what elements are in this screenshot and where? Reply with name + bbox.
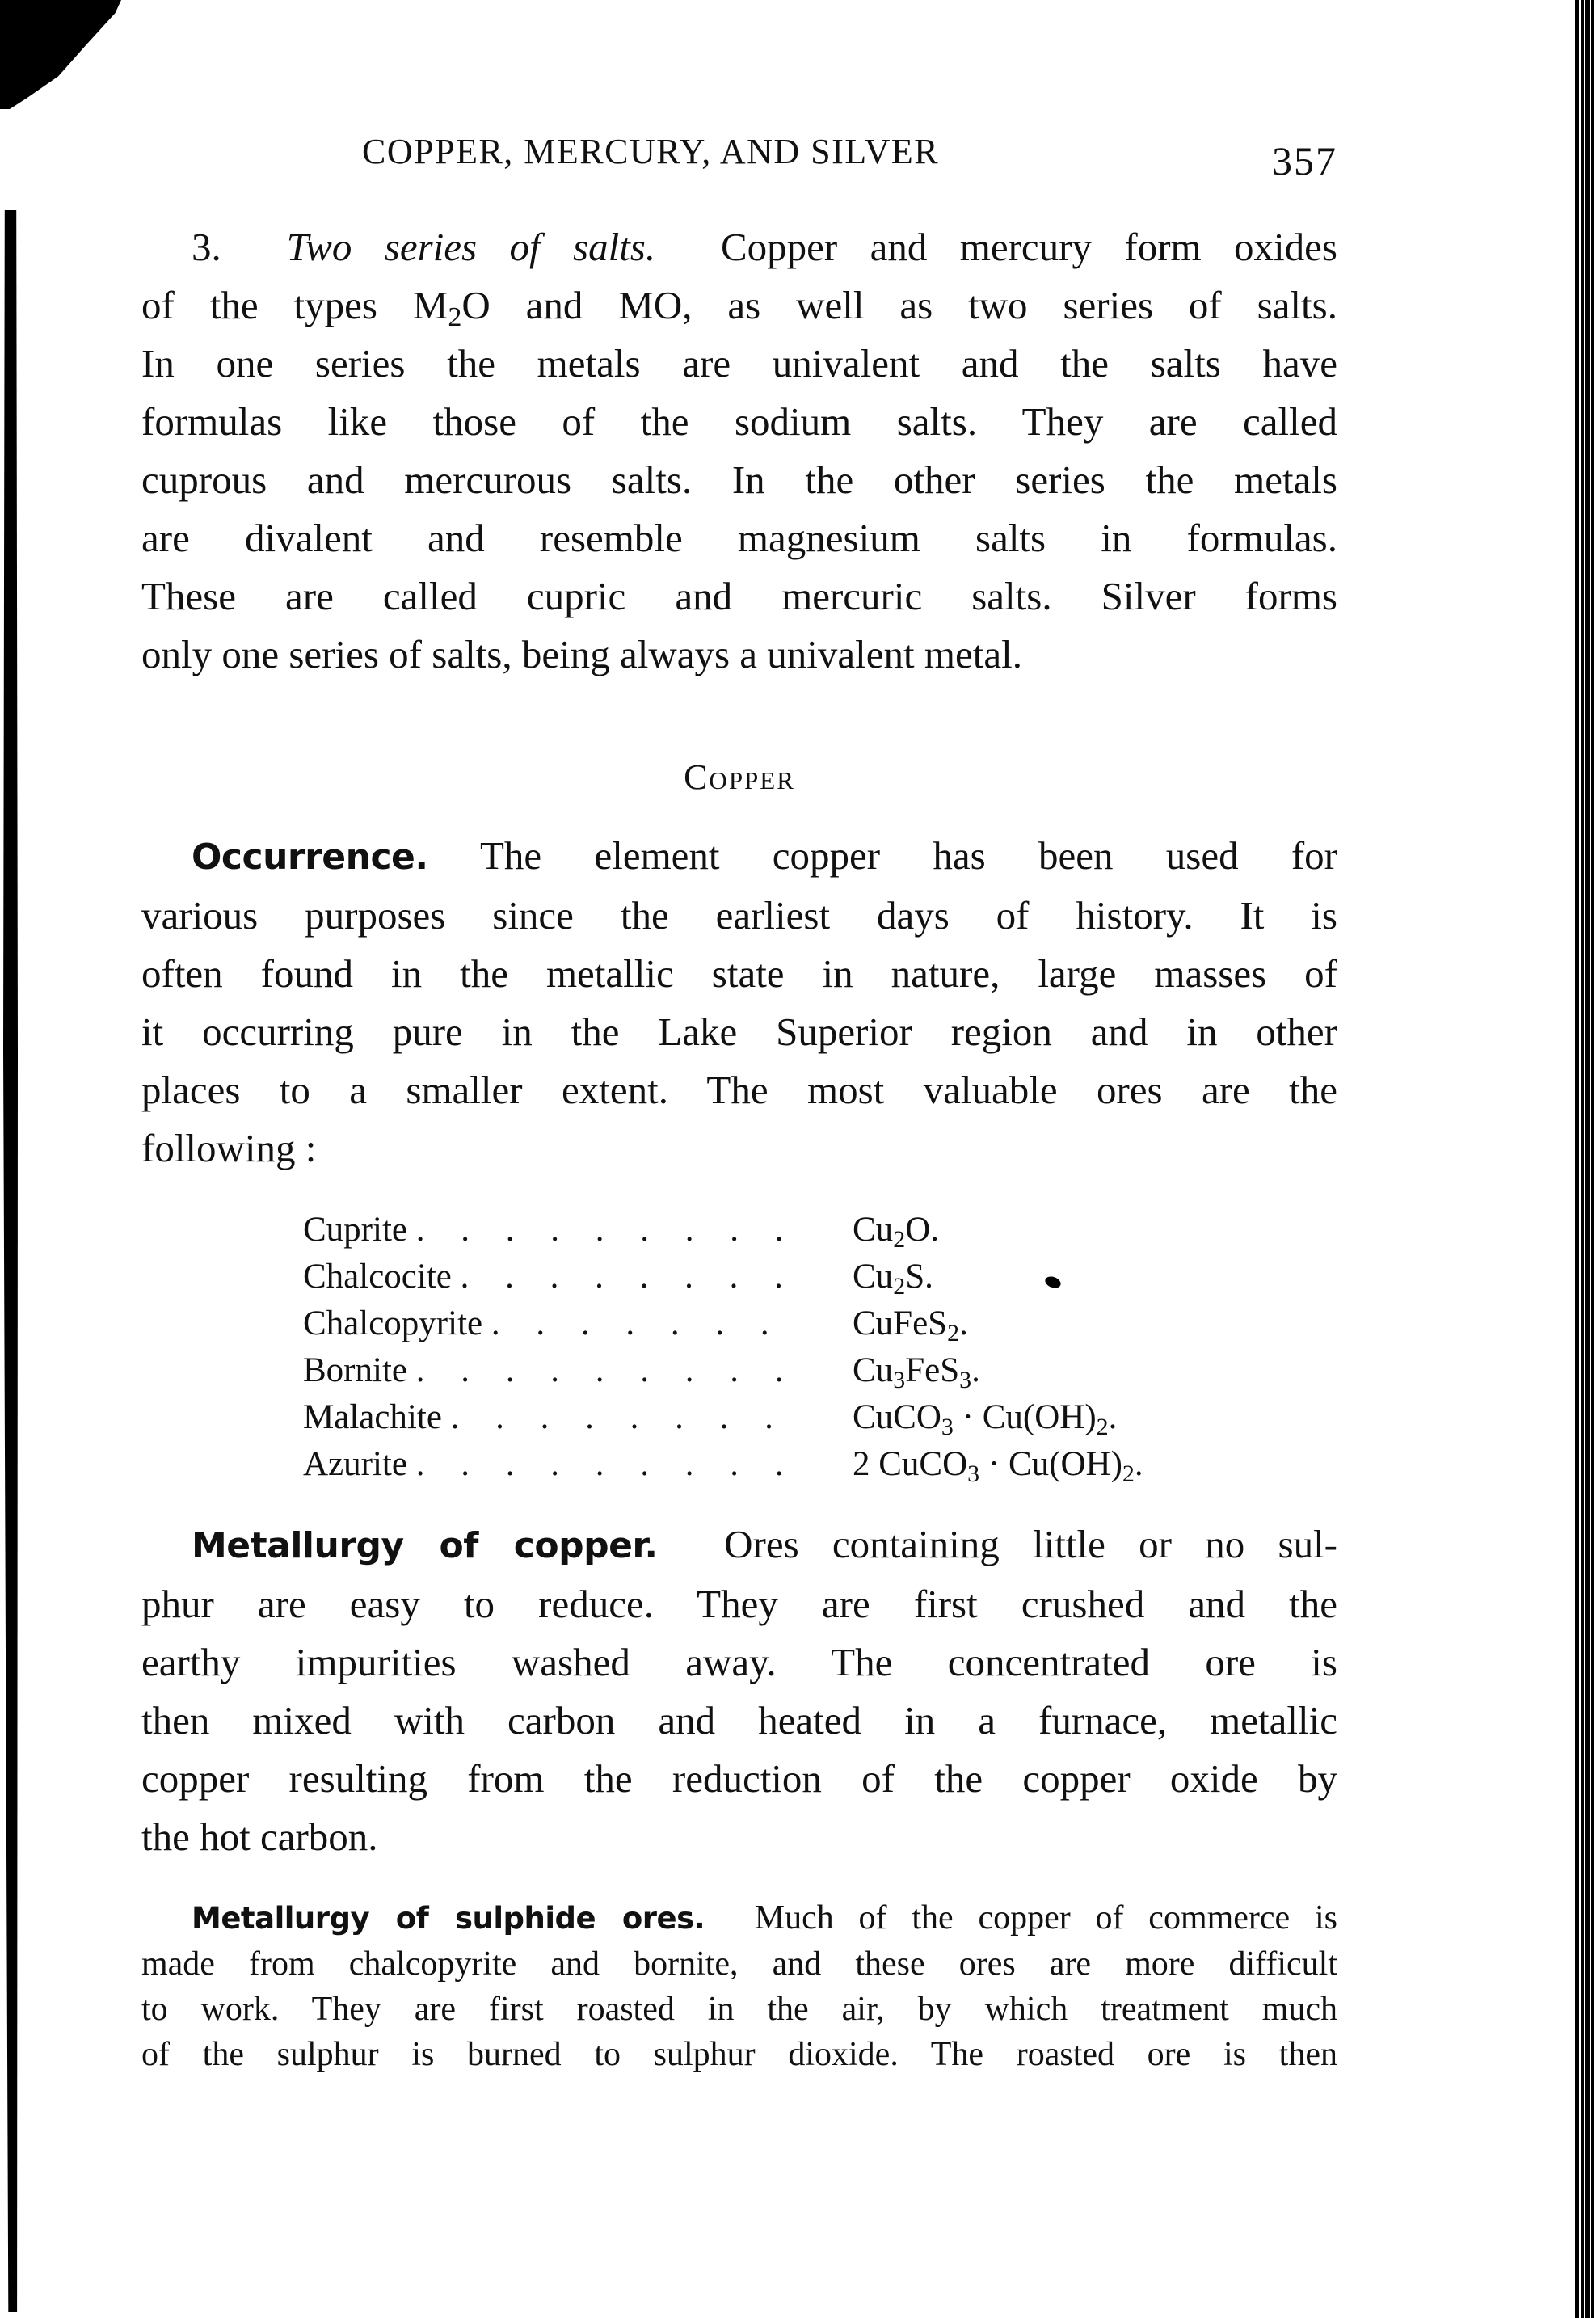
ore-name: Chalcopyrite . . . . . . . [303, 1304, 783, 1342]
text-line: various purposes since the earliest days of history. It is [141, 893, 1337, 938]
table-row [303, 1254, 1143, 1300]
section-number: 3. [192, 225, 221, 269]
text-line: cuprous and mercurous salts. In the other series the metals [141, 457, 1337, 502]
text-line: following : [141, 1126, 317, 1170]
run-in-heading: Metallurgy of copper. [192, 1525, 658, 1566]
page-number: 357 [1272, 138, 1337, 183]
ore-formula: 2 CuCO$_3$ · $Cu(OH)_2$. [853, 1445, 1143, 1487]
ore-formula: CuFeS$_2$. [853, 1304, 968, 1347]
text-line: only one series of salts, being always a univalent metal. [141, 632, 1022, 676]
table-row [303, 1207, 1143, 1254]
text-line: places to a smaller extent. The most valuable ores are the [141, 1068, 1337, 1112]
text-line: In one series the metals are univalent and the salts have [141, 341, 1337, 386]
table-row [303, 1441, 1143, 1488]
ore-formula: $Cu_3FeS_3$. [853, 1351, 980, 1393]
table-row [303, 1347, 1143, 1394]
paragraph-metallurgy-of-copper [141, 1515, 1337, 1866]
text-line: earthy impurities washed away. The concentrated ore is [141, 1640, 1337, 1684]
text-line: of the sulphur is burned to sulphur dioxide. The roasted ore is then [141, 2036, 1337, 2073]
text-line: it occurring pure in the Lake Superior region and in other [141, 1009, 1337, 1054]
text-line: Occurrence. The element copper has been used for [192, 833, 1337, 878]
run-in-heading: Occurrence. [192, 837, 428, 878]
ore-name: Azurite . . . . . . . . . [303, 1445, 798, 1483]
text-line: Metallurgy of sulphide ores. Much of the copper of commerce is [192, 1899, 1337, 1937]
ore-name: Malachite . . . . . . . . [303, 1398, 787, 1436]
text-line: to work. They are first roasted in the air, by which treatment much [141, 1991, 1337, 2028]
scan-page-edge [1575, 0, 1596, 2318]
paragraph-metallurgy-of-sulphide-ores [141, 1895, 1337, 2077]
table-row [303, 1300, 1143, 1347]
text-line: then mixed with carbon and heated in a furnace, metallic [141, 1698, 1337, 1743]
paragraph-occurrence [141, 827, 1337, 1178]
text-line: the hot carbon. [141, 1814, 378, 1859]
ore-formula: CuCO$_3$ · $Cu(OH)_2$. [853, 1398, 1118, 1440]
run-in-heading: Metallurgy of sulphide ores. [192, 1901, 705, 1936]
text-line: These are called cupric and mercuric salts. Silver forms [141, 574, 1337, 618]
ore-formula: $Cu_2O$. [853, 1211, 939, 1253]
table-row [303, 1394, 1143, 1441]
ore-table [303, 1207, 1143, 1488]
section-title: Two series of salts. [286, 225, 656, 269]
paragraph-two-series-of-salts [141, 218, 1337, 684]
ore-name: Chalcocite . . . . . . . . [303, 1258, 797, 1296]
section-heading-copper: Copper [684, 757, 795, 797]
ore-formula: $Cu_2S$. [853, 1258, 933, 1300]
text-line: formulas like those of the sodium salts. They are called [141, 399, 1337, 444]
text-line: are divalent and resemble magnesium salts in formulas. [141, 516, 1337, 560]
running-head [141, 121, 1337, 186]
text-line: Metallurgy of copper. Ores containing little or no sul- [192, 1522, 1337, 1566]
book-page [141, 121, 1337, 2077]
text-line: copper resulting from the reduction of the copper oxide by [141, 1756, 1337, 1801]
text-line: often found in the metallic state in nature, large masses of [141, 951, 1337, 996]
text-line: of the types $M_2O$ and MO, as well as two series of salts. [141, 283, 1337, 332]
ore-name: Bornite . . . . . . . . . [303, 1351, 798, 1389]
text-line: 3. Two series of salts. Copper and mercury form oxides [192, 225, 1337, 269]
scan-binding-edge [3, 210, 18, 2312]
running-title: COPPER, MERCURY, AND SILVER [362, 132, 940, 171]
ore-name: Cuprite . . . . . . . . . [303, 1211, 798, 1249]
text-line: phur are easy to reduce. They are first crushed and the [141, 1582, 1337, 1626]
scan-corner-shadow [0, 0, 121, 109]
text-line: made from chalcopyrite and bornite, and these ores are more difficult [141, 1945, 1337, 1983]
